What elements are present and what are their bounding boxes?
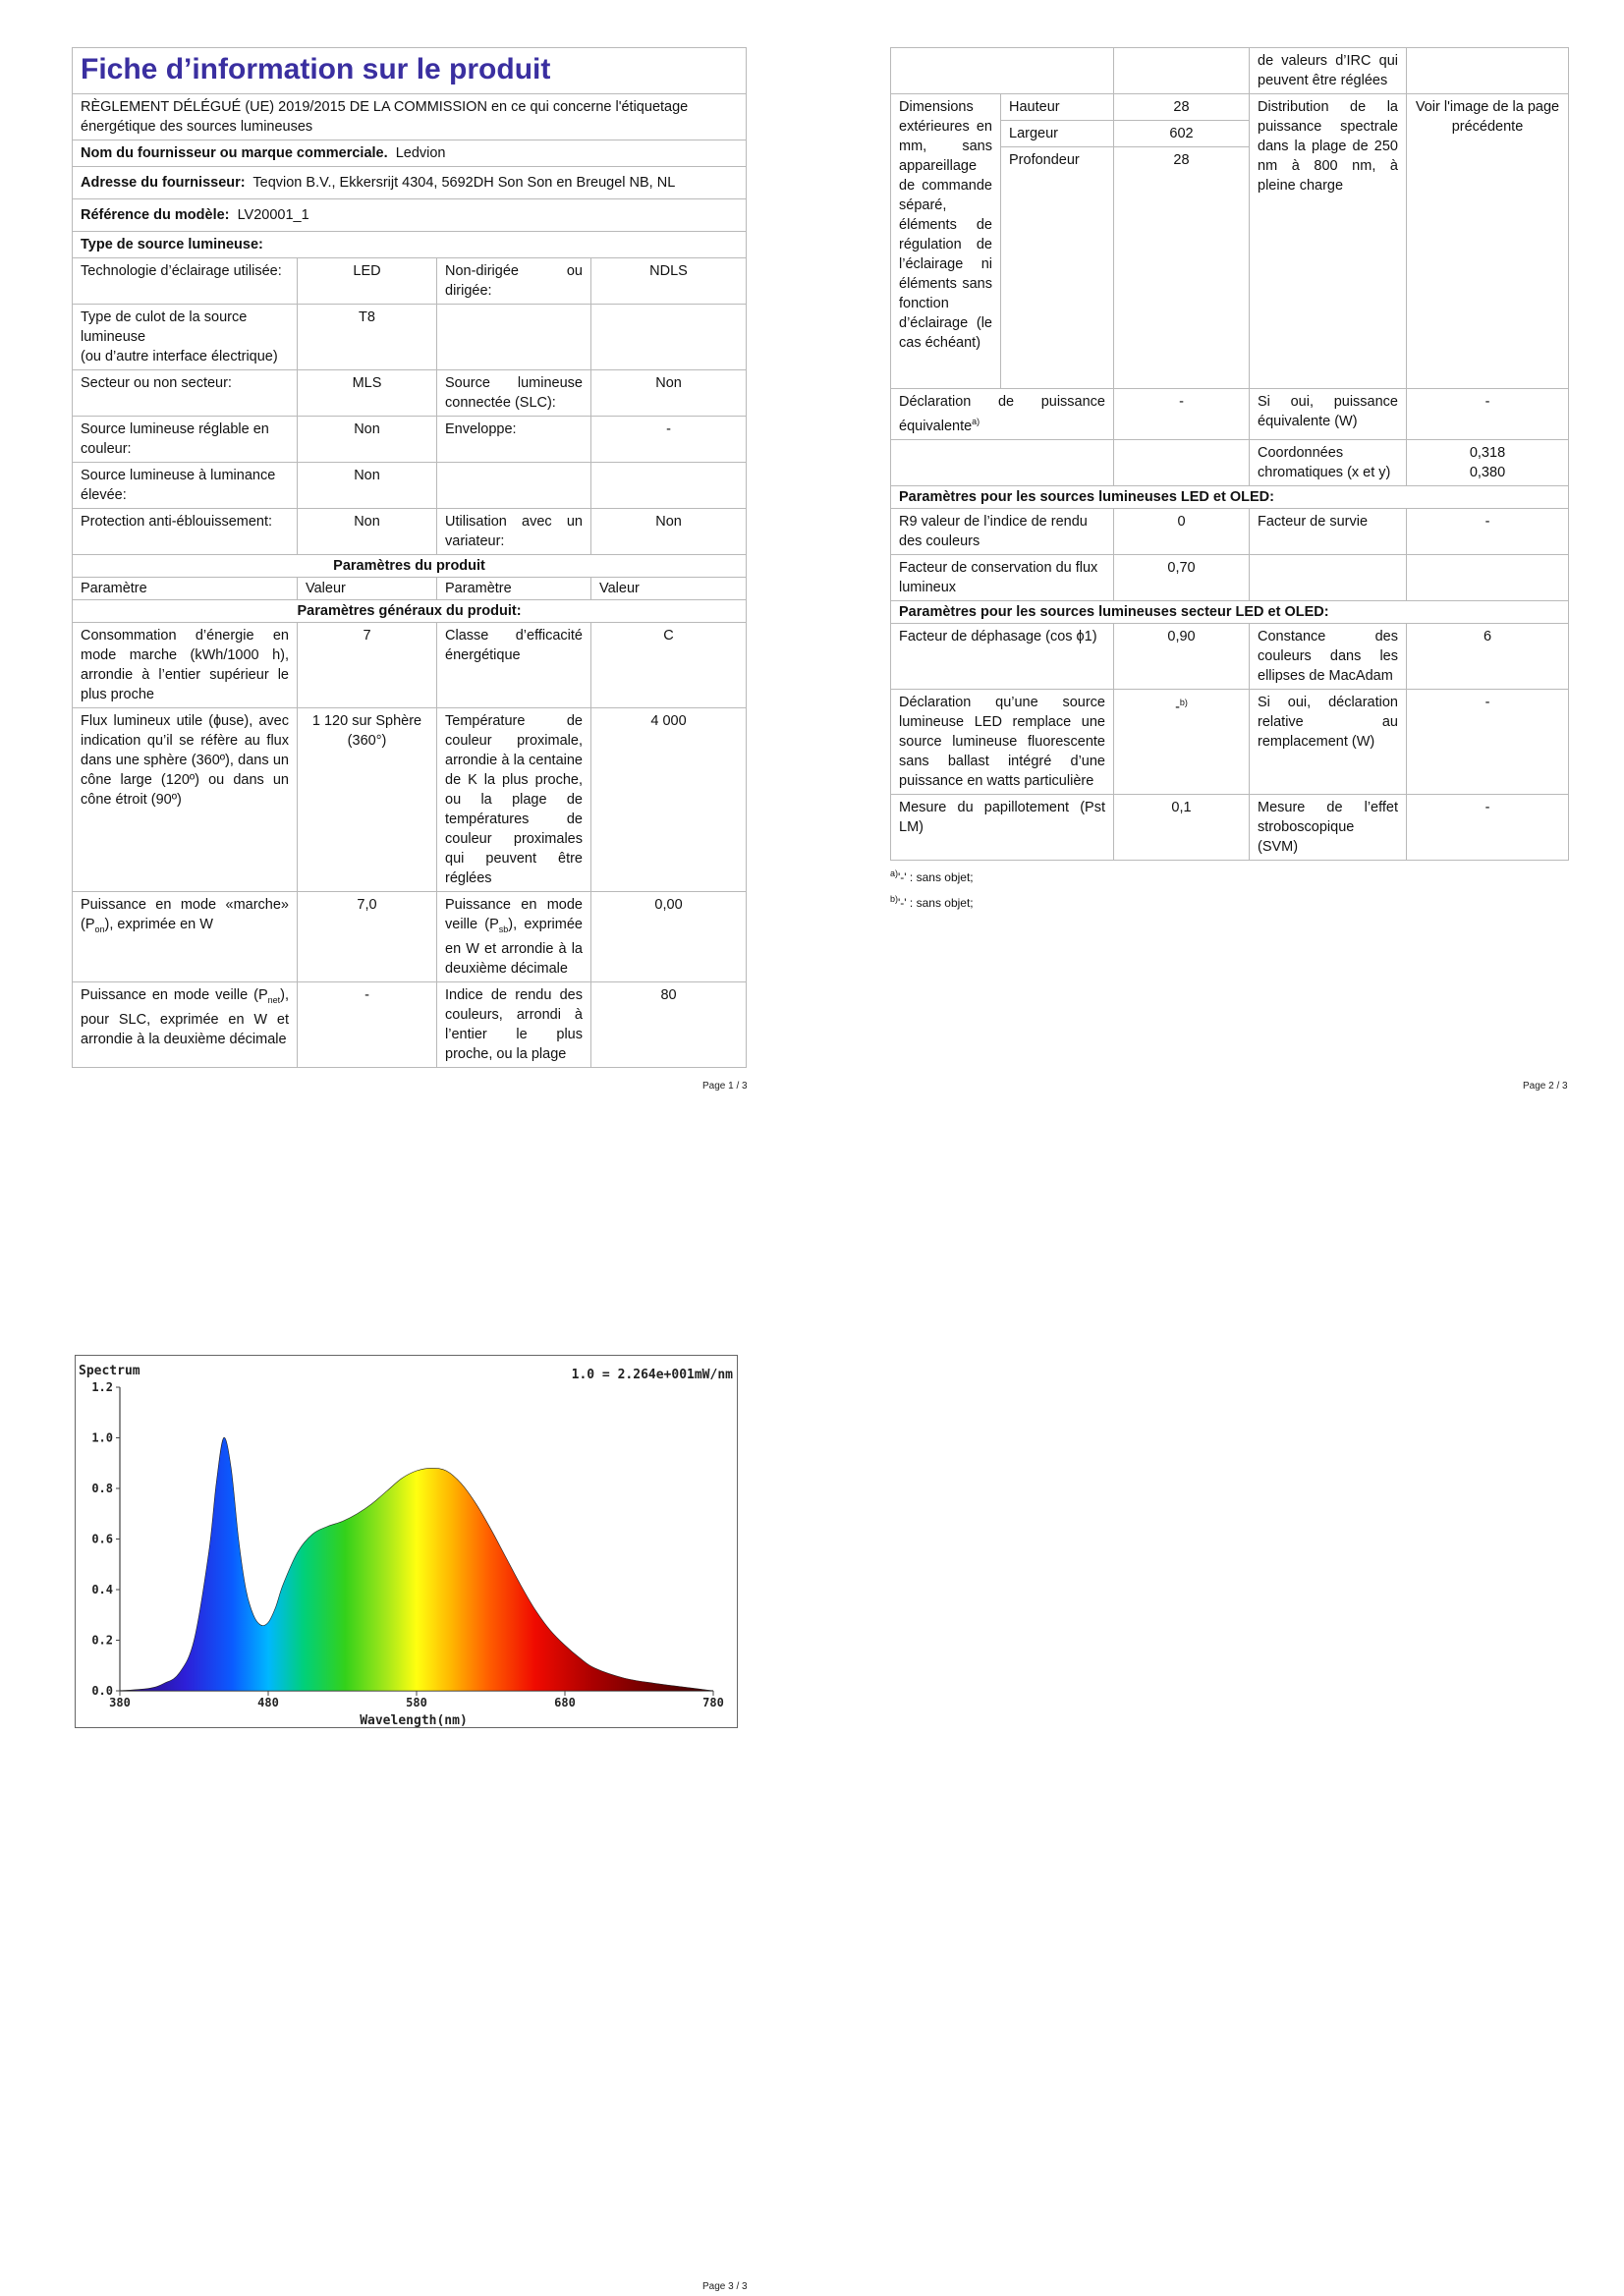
product-info-table <box>72 47 747 1068</box>
psb-label <box>437 892 591 982</box>
page-number: Page 3 / 3 <box>702 2281 748 2292</box>
pnet-label <box>73 981 298 1067</box>
y-tick-label-1.0: 1.0 <box>91 1430 113 1445</box>
pnet-value: - <box>298 981 437 1067</box>
directed-label: Non-dirigée ou dirigée: <box>437 258 591 305</box>
macadam-label: Constance des couleurs dans les ellipses de MacAdam <box>1250 623 1407 689</box>
model-value: LV20001_1 <box>237 207 309 223</box>
pon-label-b: ), exprimée en W <box>104 917 213 932</box>
glare-label: Protection anti-éblouissement: <box>73 509 298 555</box>
model-row <box>73 199 747 232</box>
footnote-b-text: '-' : sans objet; <box>898 895 974 910</box>
energy-value: 7 <box>298 623 437 708</box>
y-tick-label-0.4: 0.4 <box>91 1583 113 1596</box>
y-tick-label-0.8: 0.8 <box>91 1482 113 1495</box>
model-label: Référence du modèle: <box>81 207 230 223</box>
mains-value: MLS <box>298 370 437 417</box>
x-tick-label-780: 780 <box>702 1696 724 1709</box>
chroma-value <box>1407 439 1569 485</box>
y-tick-label-1.2: 1.2 <box>91 1380 113 1394</box>
survival-label: Facteur de survie <box>1250 508 1407 554</box>
flicker-label: Mesure du papillotement (Pst LM) <box>891 794 1114 860</box>
params-heading: Paramètres du produit <box>73 555 747 578</box>
depth-value: 28 <box>1114 147 1250 389</box>
luminance-label: Source lumineuse à luminance élevée: <box>73 463 298 509</box>
x-tick-label-480: 480 <box>257 1696 279 1709</box>
colour-value: Non <box>298 417 437 463</box>
pon-value: 7,0 <box>298 892 437 982</box>
luminance-value: Non <box>298 463 437 509</box>
flux-value: 1 120 sur Sphère (360°) <box>298 708 437 892</box>
chroma-y: 0,380 <box>1469 464 1506 480</box>
flux-label: Flux lumineux utile (ɸuse), avec indication qu’il se réfère au flux dans une sphère (360º), dans un cône large (120º) ou dans un cône étroit (90º) <box>73 708 298 892</box>
page-title: Fiche d’information sur le produit <box>73 48 747 94</box>
pon-label <box>73 892 298 982</box>
phase-value: 0,90 <box>1114 623 1250 689</box>
slc-label: Source lumineuse connectée (SLC): <box>437 370 591 417</box>
x-tick-label-580: 580 <box>406 1696 427 1709</box>
page-number: Page 2 / 3 <box>1523 1081 1568 1092</box>
col-param-header: Paramètre <box>437 578 591 600</box>
footnote-b <box>890 888 1568 914</box>
survival-value: - <box>1407 508 1569 554</box>
y-tick-label-0.6: 0.6 <box>91 1532 113 1546</box>
supplier-label: Nom du fournisseur ou marque commerciale. <box>81 145 388 161</box>
spd-label: Distribution de la puissance spectrale dans la plage de 250 nm à 800 nm, à pleine charge <box>1250 94 1407 389</box>
empty-cell <box>891 48 1114 94</box>
r9-label: R9 valeur de l’indice de rendu des couleurs <box>891 508 1114 554</box>
macadam-value: 6 <box>1407 623 1569 689</box>
spectrum-svg <box>75 1355 738 1728</box>
empty-cell <box>437 305 591 370</box>
type-heading: Type de source lumineuse: <box>73 232 747 258</box>
repl-w-label: Si oui, déclaration relative au remplacement (W) <box>1250 689 1407 794</box>
pon-label-a: Puissance en mode «marche» (P <box>81 897 289 932</box>
empty-cell <box>1250 554 1407 600</box>
colour-label: Source lumineuse réglable en couleur: <box>73 417 298 463</box>
empty-cell <box>1407 48 1569 94</box>
class-label: Classe d’efficacité énergétique <box>437 623 591 708</box>
pnet-sub: net <box>267 994 281 1005</box>
empty-cell <box>1114 48 1250 94</box>
empty-cell <box>591 463 747 509</box>
supplier-value: Ledvion <box>395 145 446 161</box>
footnote-a <box>890 863 1568 888</box>
dims-label: Dimensions extérieures en mm, sans appareillage de commande séparé, éléments de régulation de l’éclairage ni éléments sans fonction d’éclairage (le cas échéant) <box>891 94 1001 389</box>
cap-value: T8 <box>298 305 437 370</box>
x-tick-label-380: 380 <box>109 1696 131 1709</box>
equiv-sup: a) <box>972 417 980 426</box>
general-heading: Paramètres généraux du produit: <box>73 600 747 623</box>
col-param-header: Paramètre <box>73 578 298 600</box>
width-value: 602 <box>1114 121 1250 147</box>
width-label: Largeur <box>1001 121 1114 147</box>
repl-sup: b) <box>1179 697 1188 707</box>
chart-annotation: 1.0 = 2.264e+001mW/nm <box>571 1368 733 1382</box>
empty-cell <box>891 439 1114 485</box>
equiv-w-label: Si oui, puissance équivalente (W) <box>1250 389 1407 440</box>
repl-value <box>1114 689 1250 794</box>
tech-label: Technologie d’éclairage utilisée: <box>73 258 298 305</box>
strobo-label: Mesure de l’effet stroboscopique (SVM) <box>1250 794 1407 860</box>
cri-value: 80 <box>591 981 747 1067</box>
empty-cell <box>591 305 747 370</box>
depth-label: Profondeur <box>1001 147 1114 389</box>
supplier-row <box>73 140 747 167</box>
dimmer-value: Non <box>591 509 747 555</box>
height-label: Hauteur <box>1001 94 1114 121</box>
equiv-label <box>891 389 1114 440</box>
spectrum-chart <box>75 1355 738 1728</box>
led-heading: Paramètres pour les sources lumineuses LED et OLED: <box>891 485 1569 508</box>
page-1 <box>72 47 746 1068</box>
glare-value: Non <box>298 509 437 555</box>
equiv-w-value: - <box>1407 389 1569 440</box>
equiv-value: - <box>1114 389 1250 440</box>
cct-label: Température de couleur proximale, arrondie à la centaine de K la plus proche, ou la plage de températures de couleur proximales qui peuvent être réglées <box>437 708 591 892</box>
envelope-value: - <box>591 417 747 463</box>
y-tick-label-0.2: 0.2 <box>91 1633 113 1648</box>
strobo-value: - <box>1407 794 1569 860</box>
psb-label-a: Puissance en mode veille (P <box>445 897 583 932</box>
psb-value: 0,00 <box>591 892 747 982</box>
equiv-label-text: Déclaration de puissance équivalente <box>899 394 1105 434</box>
directed-value: NDLS <box>591 258 747 305</box>
psb-label-b: ), exprimée en W et arrondie à la deuxième décimale <box>445 917 583 977</box>
address-value: Teqvion B.V., Ekkersrijt 4304, 5692DH Son Son en Breugel NB, NL <box>252 175 676 191</box>
cap-label-line2: (ou d’autre interface électrique) <box>81 349 278 364</box>
maint-value: 0,70 <box>1114 554 1250 600</box>
address-label: Adresse du fournisseur: <box>81 175 246 191</box>
pnet-label-a: Puissance en mode veille (P <box>81 986 268 1003</box>
col-value-header: Valeur <box>298 578 437 600</box>
x-axis-label: Wavelength(nm) <box>360 1713 468 1728</box>
pon-sub: on <box>94 924 105 934</box>
empty-cell <box>1407 554 1569 600</box>
empty-cell <box>1114 439 1250 485</box>
maint-label: Facteur de conservation du flux lumineux <box>891 554 1114 600</box>
flicker-value: 0,1 <box>1114 794 1250 860</box>
cri-label: Indice de rendu des couleurs, arrondi à l’entier le plus proche, ou la plage <box>437 981 591 1067</box>
tech-value: LED <box>298 258 437 305</box>
x-tick-label-680: 680 <box>554 1696 576 1709</box>
footnote-b-sup: b) <box>890 893 899 904</box>
slc-value: Non <box>591 370 747 417</box>
repl-value-text: - <box>1175 699 1180 715</box>
class-value: C <box>591 623 747 708</box>
regulation-text: RÈGLEMENT DÉLÉGUÉ (UE) 2019/2015 DE LA COMMISSION en ce qui concerne l'étiquetage énergétique des sources lumineuses <box>73 94 747 140</box>
cct-value: 4 000 <box>591 708 747 892</box>
page-2 <box>890 47 1568 914</box>
psb-sub: sb <box>498 924 509 934</box>
empty-cell <box>437 463 591 509</box>
repl-label: Déclaration qu’une source lumineuse LED remplace une source lumineuse fluorescente sans ballast intégré d’une puissance en watts particulière <box>891 689 1114 794</box>
height-value: 28 <box>1114 94 1250 121</box>
dimmer-label: Utilisation avec un variateur: <box>437 509 591 555</box>
chroma-label: Coordonnées chromatiques (x et y) <box>1250 439 1407 485</box>
product-info-table-cont <box>890 47 1569 861</box>
phase-label: Facteur de déphasage (cos ϕ1) <box>891 623 1114 689</box>
address-row <box>73 167 747 199</box>
footnote-a-text: '-' : sans objet; <box>898 869 974 884</box>
cri-label-cont: de valeurs d’IRC qui peuvent être réglées <box>1250 48 1407 94</box>
cap-label <box>73 305 298 370</box>
col-value-header: Valeur <box>591 578 747 600</box>
chroma-x: 0,318 <box>1469 444 1506 461</box>
cap-label-line1: Type de culot de la source lumineuse <box>81 309 248 345</box>
pnet-label-b: ), pour SLC, exprimée en W et arrondie à la deuxième décimale <box>81 986 289 1047</box>
r9-value: 0 <box>1114 508 1250 554</box>
footnote-a-sup: a) <box>890 868 899 878</box>
spd-value: Voir l'image de la page précédente <box>1407 94 1569 389</box>
chart-title: Spectrum <box>79 1364 140 1378</box>
envelope-label: Enveloppe: <box>437 417 591 463</box>
page-number: Page 1 / 3 <box>702 1081 748 1092</box>
mains-label: Secteur ou non secteur: <box>73 370 298 417</box>
repl-w-value: - <box>1407 689 1569 794</box>
energy-label: Consommation d’énergie en mode marche (kWh/1000 h), arrondie à l’entier supérieur le plus proche <box>73 623 298 708</box>
mains-heading: Paramètres pour les sources lumineuses secteur LED et OLED: <box>891 600 1569 623</box>
y-tick-label-0.0: 0.0 <box>91 1684 113 1698</box>
